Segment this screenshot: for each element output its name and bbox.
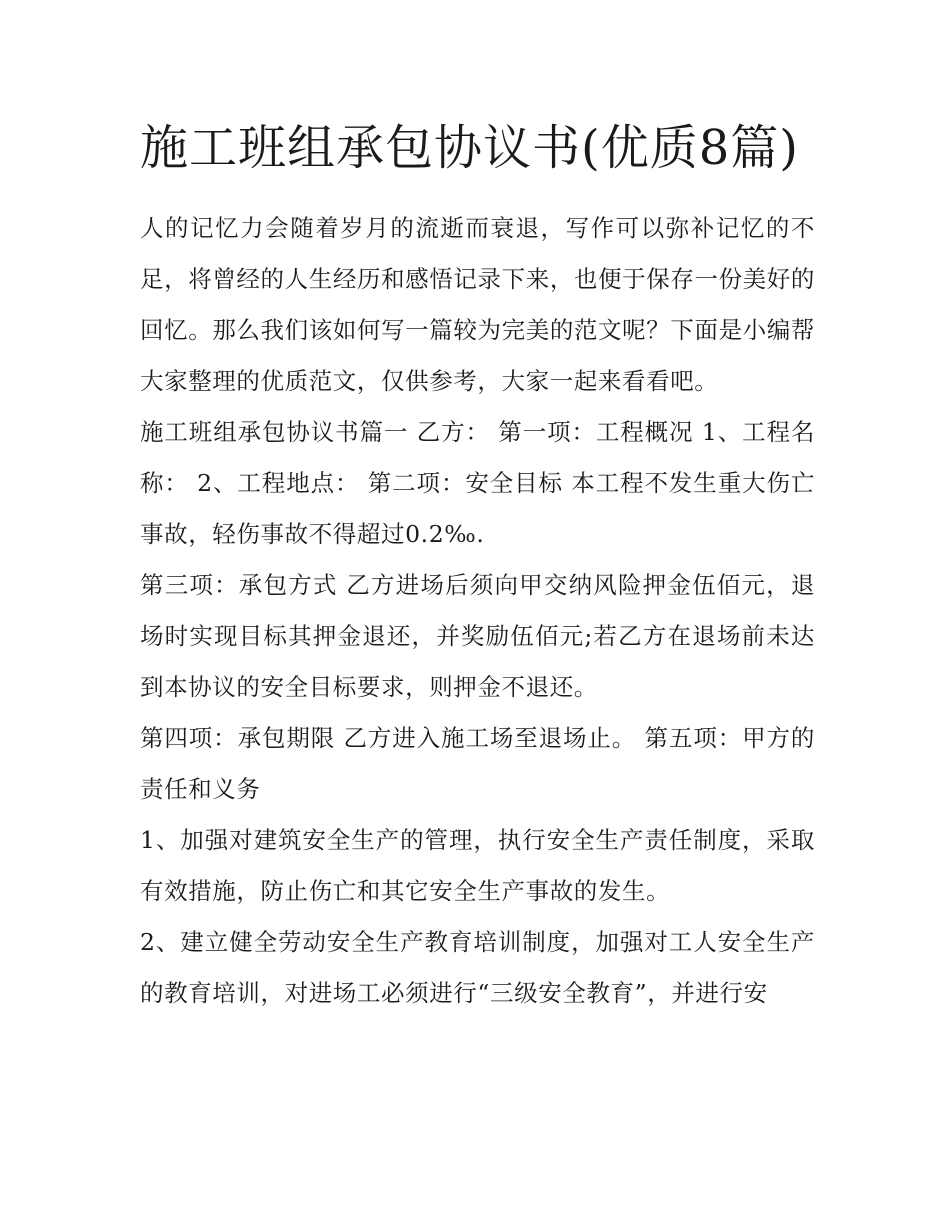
document-title: 施工班组承包协议书(优质8篇) — [140, 120, 799, 176]
paragraph-item-2: 2、建立健全劳动安全生产教育培训制度，加强对工人安全生产的教育培训，对进场工必须进行“三级安全教育”，并进行安 — [140, 928, 815, 1007]
paragraph-item-1: 1、加强对建筑安全生产的管理，执行安全生产责任制度，采取有效措施，防止伤亡和其它安全生产事故的发生。 — [140, 826, 815, 905]
paragraph-section-4: 第四项：承包期限 乙方进入施工场至退场止。 第五项：甲方的责任和义务 — [140, 724, 815, 803]
paragraph-intro: 人的记忆力会随着岁月的流逝而衰退，写作可以弥补记忆的不足，将曾经的人生经历和感悟记录下来，也便于保存一份美好的回忆。那么我们该如何写一篇较为完美的范文呢？下面是小编帮大家整理的优质范文，仅供参考，大家一起来看看吧。 — [140, 214, 815, 395]
paragraph-section-1: 施工班组承包协议书篇一 乙方： 第一项：工程概况 1、工程名称： 2、工程地点： 第二项：安全目标 本工程不发生重大伤亡事故，轻伤事故不得超过0.2‰. — [140, 418, 815, 548]
document-body — [140, 112, 815, 1019]
paragraph-section-3: 第三项：承包方式 乙方进场后须向甲交纳风险押金伍佰元，退场时实现目标其押金退还，并奖励伍佰元;若乙方在退场前未达到本协议的安全目标要求，则押金不退还。 — [140, 571, 815, 701]
